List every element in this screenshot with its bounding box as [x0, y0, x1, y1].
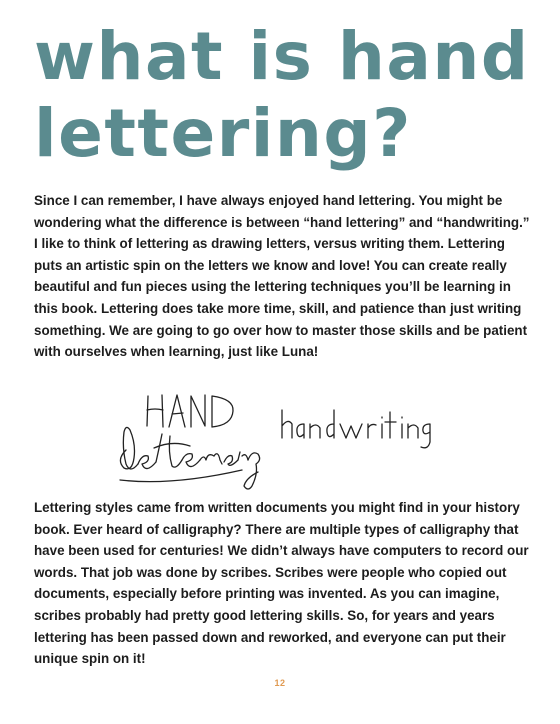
script-lettering [120, 427, 260, 489]
hand-lettering-caps [147, 395, 233, 427]
history-paragraph: Lettering styles came from written documents you might find in your history book. Ever heard of calligraphy? There are multiple types of calligraphy that have been used for centuries! We didn’t always have computers to record our words. That job was done by scribes. Scribes were people who copied out documents, especially before printing was invented. As you can imagine, scribes probably had pretty good lettering skills. So, for years and years lettering has been passed down and reworked, and everyone can put their unique spin on it! [34, 500, 529, 667]
handwriting-sample [282, 410, 430, 448]
intro-paragraph: Since I can remember, I have always enjoyed hand lettering. You might be wondering what the difference is between “hand lettering” and “handwriting.” I like to think of lettering as drawing letters, versus writing them. Lettering puts an artistic spin on the letters we know and love! You can create really beautiful and fun pieces using the lettering techniques you’ll be learning in this book. Lettering does take more time, skill, and patience than just writing something. We are going to go over how to master those skills and be patient with ourselves when learning, just like Luna! [34, 193, 530, 360]
title-line-2: lettering? [34, 95, 412, 172]
page-number: 12 [274, 678, 286, 688]
lettering-vs-handwriting-illustration [112, 390, 432, 498]
page-title [34, 18, 544, 172]
title-line-1: what is hand [34, 18, 530, 95]
